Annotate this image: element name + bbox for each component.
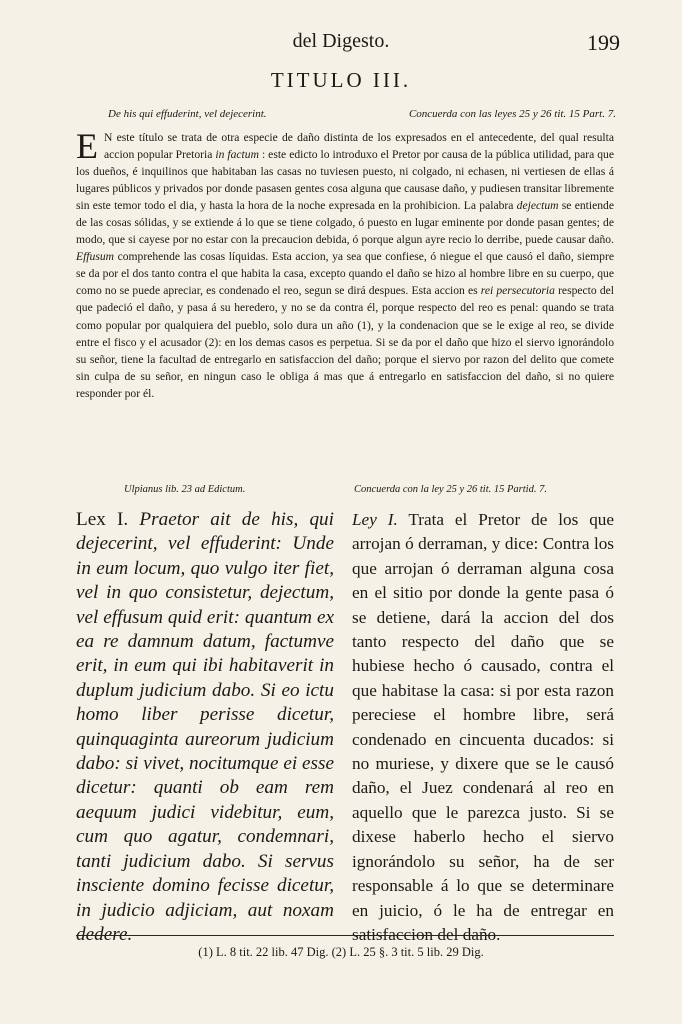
- lex-label: Lex I.: [76, 509, 129, 530]
- spanish-text: Trata el Pretor de los que arrojan ó derraman, y dice: Contra los que arrojan ó derraman alguna cosa en el sitio por donde la gente pasa ó se detiene, dará la accion del dos tanto respecto del daño que se hubiese hecho ó causado, contra el que habitase la casa: si por esta razon pereciese el hombre libre, será condenado en cincuenta ducados: si no muriese, y dixere que se le causó daño, el Juez condenará al reo en aquello que le parezca justo. Si se dixese haberlo hecho el siervo ignorándolo su señor, ha de ser responsable á lo que se determinare en juicio, ó le ha de entregar en satisfaccion del daño.: [352, 510, 615, 944]
- intro-text-part: comprehende las cosas líquidas. Esta accion, ya sea que confiese, ó niegue el que causó el daño, siempre se da por el dos tanto contra el que habita la casa, excepto quando el daño se hizo al hombre libre en su cuerpo, que como no se puede apreciar, es condenado el reo, segun se dirá despues. Esta accion es: [76, 250, 614, 298]
- latin-column: [76, 508, 334, 947]
- spanish-column: [352, 508, 614, 947]
- page-number: 199: [587, 30, 620, 55]
- footnote-rule: [76, 935, 614, 936]
- running-head: [0, 30, 682, 60]
- intro-italic-term: Effusum: [76, 250, 115, 264]
- drop-cap: E: [76, 126, 98, 166]
- latin-text: Praetor ait de his, qui dejecerint, vel effuderint: Unde in eum locum, quo vulgo iter fiet, vel in quo consistetur, dejectum, vel effusum quid erit: quantum ex ea re damnum datum, factumve erit, in eum qui ibi habitaverit in duplum judicium dabo. Si eo ictu homo liber perisse dicetur, quinquaginta aureorum judicium dabo: si vivet, nocitumque ei esse dicetur: quanti ob eam rem aequum judici videbitur, eum, cum quo agatur, condemnari, tanti judicium dabo. Si servus insciente domino fecisse dicetur, in judicio adjiciam, aut noxam dedere.: [76, 509, 334, 945]
- running-title: del Digesto.: [292, 30, 390, 52]
- intro-italic-term: in factum: [215, 148, 259, 162]
- latin-column-heading: Ulpianus lib. 23 ad Edictum.: [124, 484, 246, 495]
- intro-text-part: : este edicto lo introduxo el Pretor por causa de la pública utilidad, para que los dueños, é inquilinos que habitaban las casas no tuviesen puesto, ni colgado, ni echasen, ni vertiesen de ellas á lugares públicos y privados por donde pasasen gentes cosa alguna que causase daño, y pudiesen transitar libremente sin este temor todo el dia, y hasta la hora de la noche expresada en la prohibicion. La palabra: [76, 148, 614, 213]
- intro-text-part: se entiende de las cosas sólidas, y se extiende á lo que se tiene colgado, ó puesto en lugar eminente por donde pasan gentes; de modo, que si cayese por no estar con la precaucion debida, ó porque algun ayre recio lo derribe, puede causar daño.: [76, 199, 614, 247]
- intro-italic-term: dejectum: [516, 199, 559, 213]
- spanish-column-heading: Concuerda con la ley 25 y 26 tit. 15 Partid. 7.: [354, 484, 547, 495]
- ley-label: Ley I.: [352, 510, 398, 529]
- intro-text-part: N este título se trata de otra especie de daño distinta de los expresados en el antecedente, del qual resulta accion popular Pretoria: [104, 131, 614, 162]
- intro-text: [76, 126, 614, 400]
- intro-italic-term: rei persecutoria: [480, 284, 555, 298]
- intro-paragraph: [76, 126, 614, 402]
- section-title: TITULO III.: [270, 68, 412, 92]
- footnotes: (1) L. 8 tit. 22 lib. 47 Dig. (2) L. 25 §. 3 tit. 5 lib. 29 Dig.: [198, 945, 484, 959]
- intro-text-part: respecto del que padeció el daño, y pasa á su heredero, y no se da contra él, porque respecto del reo es penal: quando se trata como popular por qualquiera del pueblo, solo dura un año (1), y la condenacion que se le exige al reo, se divide entre el fisco y el acusador (2): en los demas casos es perpetua. Si se da por el daño que hizo el siervo ignorándolo su señor, tiene la facultad de entregarlo en satisfaccion del daño; porque el siervo por razon del delito que comete sin culpa de su señor, en ningun caso le obliga á mas que á entregarlo en satisfaccion del daño, si no quiere responder por él.: [76, 284, 614, 400]
- subtitle-latin: De his qui effuderint, vel dejecerint.: [108, 108, 267, 120]
- subtitle-concordance: Concuerda con las leyes 25 y 26 tit. 15 Part. 7.: [408, 108, 616, 120]
